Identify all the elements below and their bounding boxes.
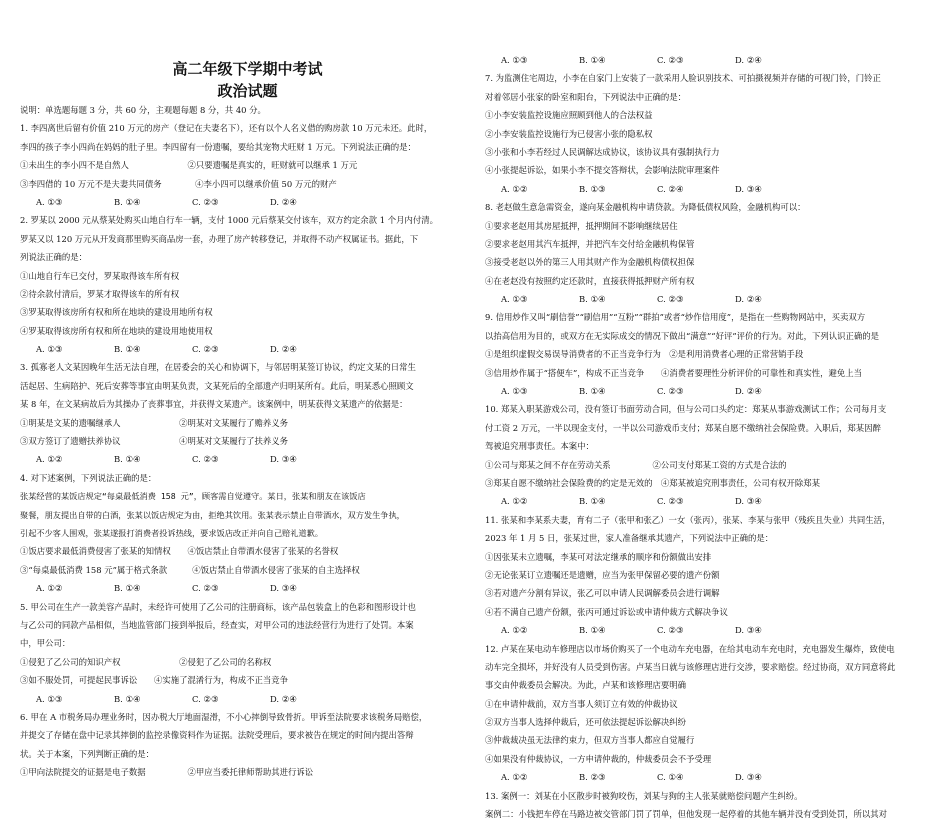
answer-choice: C. ②③ — [657, 496, 684, 507]
answer-choices — [20, 193, 475, 211]
answer-choices — [20, 690, 475, 708]
answer-choice: D. ③④ — [270, 454, 297, 465]
question-line: ③信用炒作属于“搭便车”，构成不正当竞争 ④消费者要理性分析评价的可靠性和真实性，避免上当 — [485, 367, 863, 378]
answer-choice: C. ②③ — [192, 693, 219, 704]
question-line: ④罗某取得该房所有权和所在地块的建设用地使用权 — [20, 325, 213, 336]
question-line: 动车完全损坏，并好没有人员受到伤害。卢某当日就与该修理店进行交涉，要求赔偿。经过协商，双方同意将此 — [485, 661, 896, 672]
question-line: ①是组织虚假交易误导消费者的不正当竞争行为 ②是利用消费者心理的正常营销手段 — [485, 349, 804, 360]
answer-choices — [485, 382, 937, 400]
question-line: 3. 孤寡老人文某因晚年生活无法自理，在居委会的关心和协调下，与邻居明某签订协议，约定文某的日常生 — [20, 362, 416, 373]
question-line: ②要求老赵用其汽车抵押，并把汽车交付给金融机构保管 — [485, 238, 695, 249]
question-line: ①公司与郑某之间不存在劳动关系 ②公司支付郑某工资的方式是合法的 — [485, 459, 787, 470]
question-line: 付工资 2 万元，一半以现金支付，一半以公司游戏币支付；郑某自愿不缴纳社会保险费。入职后，郑某因醉 — [485, 422, 881, 433]
case-material-line: 引起不少客人围观，张某遂报打消费者投诉热线，要求饭店改正并向自己赔礼道歉。 — [20, 527, 323, 538]
answer-choices — [20, 340, 475, 358]
question-line: 对着邻居小张家的卧室和阳台，下列说法中正确的是： — [485, 91, 686, 102]
answer-choice: D. ③④ — [735, 625, 762, 636]
question-line: ③仲裁裁决虽无法律约束力，但双方当事人都应自觉履行 — [485, 735, 695, 746]
question-line: 9. 信用炒作又叫“刷信誉”“刷信用”“互粉”“群拍”或者“炒作信用度”，是指在一些购物网站中，买卖双方 — [485, 312, 866, 323]
answer-choices — [485, 290, 937, 308]
question-line: ②无论张某订立遗嘱还是遗赠，应当为张甲保留必要的遗产份额 — [485, 569, 720, 580]
question-line: ④若不满自己遗产份额，张丙可通过诉讼或申请仲裁方式解决争议 — [485, 606, 728, 617]
question-line: 事交由仲裁委员会解决。为此，卢某和该修理店要明确 — [485, 680, 686, 691]
answer-choice: B. ①④ — [579, 386, 606, 397]
answer-choice: A. ①② — [501, 183, 528, 194]
answer-choice: D. ②④ — [735, 386, 762, 397]
question-line: ③罗某取得该房所有权和所在地块的建设用地所有权 — [20, 307, 213, 318]
answer-choice: D. ③④ — [735, 496, 762, 507]
answer-choice: C. ②③ — [192, 583, 219, 594]
answer-choice: B. ②③ — [579, 772, 606, 783]
answer-choice: A. ①③ — [36, 693, 63, 704]
answer-choices — [485, 180, 937, 198]
question-line: ②待余款付清后，罗某才取得该车的所有权 — [20, 288, 180, 299]
answer-choices — [485, 621, 937, 639]
right-question-text — [485, 51, 937, 823]
answer-choice: C. ②③ — [192, 196, 219, 207]
question-line: 李四的孩子李小四尚在妈妈的肚子里。李四留有一份遗嘱，要给其宠物犬旺财 1 万元。下列说法正确的是： — [20, 141, 416, 152]
question-line: ①甲向法院提交的证据是电子数据 ②甲应当委托律师帮助其进行诉讼 — [20, 767, 314, 778]
question-line: 4. 对下述案例，下列说法正确的是： — [20, 472, 157, 483]
answer-choice: A. ①③ — [501, 294, 528, 305]
question-line: ③双方签订了遗赠扶养协议 ④明某对文某履行了扶养义务 — [20, 436, 288, 447]
question-line: ②小李安装监控设施行为已侵害小张的隐私权 — [485, 128, 653, 139]
question-line: ①要求老赵用其房屋抵押，抵押期间不影响继续居住 — [485, 220, 678, 231]
case-material-line: 聚餐，朋友提出自带的白酒，张某以饭店规定为由，拒绝其饮用。张某表示禁止自带酒水，双方发生争执， — [20, 509, 405, 520]
answer-choices — [20, 579, 475, 597]
answer-choice: A. ①③ — [36, 196, 63, 207]
answer-choice: C. ①④ — [657, 772, 684, 783]
question-line: 列说法正确的是： — [20, 252, 87, 263]
question-line: ④如果没有仲裁协议，一方申请仲裁的，仲裁委员会不予受理 — [485, 753, 712, 764]
answer-choices — [20, 450, 475, 468]
question-line: ①饭店要求最低消费侵害了张某的知情权 ④饭店禁止自带酒水侵害了张某的名誉权 — [20, 546, 339, 557]
exam-subtitle: 政治试题 — [217, 82, 278, 100]
answer-choice: B. ①④ — [579, 294, 606, 305]
question-line: 2. 罗某以 2000 元从蔡某处购买山地自行车一辆，支付 1000 元后蔡某交付该车，双方约定余款 1 个月内付清。 — [20, 215, 438, 226]
question-line: ④小张提起诉讼，如果小李不提交答辩状，会影响法院审理案件 — [485, 165, 720, 176]
answer-choice: B. ①④ — [579, 496, 606, 507]
case-material-line: 张某经营的某饭店规定“每桌最低消费 158 元”，顾客需自觉遵守。某日，张某和朋友在该饭店 — [20, 491, 366, 502]
question-line: 案例二：小钱把车停在马路边被交管部门罚了罚单，但他发现一起停着的其他车辆并没有受到处罚，所以其对 — [485, 809, 887, 820]
answer-choices — [485, 768, 937, 786]
question-line: 2023 年 1 月 5 日，张某过世，家人准备继承其遗产，下列说法中正确的是： — [485, 533, 774, 544]
question-line: 以抬高信用为目的，或双方在无实际成交的情况下做出“满意”“好评”评价的行为。对此，下列认识正确的是 — [485, 330, 879, 341]
answer-choice: C. ②③ — [192, 454, 219, 465]
answer-choice: D. ③④ — [270, 583, 297, 594]
question-line: ③郑某自愿不缴纳社会保险费的约定是无效的 ④郑某被追究刑事责任，公司有权开除郑某 — [485, 477, 820, 488]
answer-choice: D. ②④ — [735, 55, 762, 65]
question-line: ①未出生的李小四不是自然人 ②只要遗嘱是真实的，旺财就可以继承 1 万元 — [20, 160, 358, 171]
answer-choice: C. ②③ — [657, 294, 684, 305]
question-line: ③李四借的 10 万元不是夫妻共同债务 ④李小四可以继承价值 50 万元的财产 — [20, 178, 337, 189]
question-line: 某 8 年，在文某病故后为其操办了丧葬事宜，并获得文某遗产。该案例中，明某获得文某遗产的依据是： — [20, 399, 408, 410]
question-line: ①明某是文某的遗嘱继承人 ②明某对文某履行了赡养义务 — [20, 417, 288, 428]
answer-choice: A. ①③ — [36, 344, 63, 355]
exam-title: 高二年级下学期中考试 — [172, 60, 323, 78]
answer-choices — [485, 51, 937, 69]
left-question-text — [20, 101, 475, 781]
question-line: ①在申请仲裁前，双方当事人须订立有效的仲裁协议 — [485, 698, 678, 709]
answer-choice: A. ①② — [501, 496, 528, 507]
question-line: ③若对遗产分割有异议，张乙可以申请人民调解委员会进行调解 — [485, 588, 720, 599]
question-line: ①山地自行车已交付，罗某取得该车所有权 — [20, 270, 180, 281]
answer-choice: B. ①④ — [114, 344, 141, 355]
answer-choice: A. ①③ — [501, 386, 528, 397]
question-line: 10. 郑某入职某游戏公司，没有签订书面劳动合同，但与公司口头约定：郑某从事游戏测试工作；公司每月支 — [485, 404, 887, 415]
question-line: 与乙公司的同款产品相似，当地监管部门接到举报后，经查实，对甲公司的违法经营行为进行了处罚。本案 — [20, 619, 414, 630]
question-line: 罗某又以 120 万元从开发商那里购买商品房一套，办理了房产转移登记，并取得不动产权属证书。据此，下 — [20, 233, 419, 244]
answer-choice: A. ①② — [501, 625, 528, 636]
answer-choice: C. ②③ — [657, 386, 684, 397]
question-line: 1. 李四离世后留有价值 210 万元的房产（登记在夫妻名下），还有以个人名义借的购房款 10 万元未还。此时， — [20, 123, 433, 134]
question-line: 12. 卢某在某电动车修理店以市场价购买了一个电动车充电器，在给其电动车充电时，充电器发生爆炸，致使电 — [485, 643, 895, 654]
answer-choice: A. ①② — [36, 583, 63, 594]
question-line: ①侵犯了乙公司的知识产权 ②侵犯了乙公司的名称权 — [20, 656, 272, 667]
question-line: 并提交了存储在盘中记录其摔倒的监控录像资料作为证据。法院受理后，要求被告在规定的时间内提出答辩 — [20, 730, 414, 741]
question-line: ③小张和小李若经过人民调解达成协议，该协议具有强制执行力 — [485, 146, 720, 157]
answer-choice: B. ①④ — [579, 625, 606, 636]
answer-choice: D. ②④ — [270, 693, 297, 704]
answer-choice: C. ②④ — [657, 183, 684, 194]
question-line: ①因张某未立遗嘱，李某可对法定继承的顺序和份额做出安排 — [485, 551, 712, 562]
answer-choice: A. ①② — [36, 454, 63, 465]
question-line: 驾被追究刑事责任。本案中： — [485, 441, 594, 452]
question-line: ③如不服处罚，可提起民事诉讼 ④实施了混淆行为，构成不正当竞争 — [20, 675, 288, 686]
question-line: 7. 为监测住宅周边，小李在自家门上安装了一款采用人脸识别技术、可拍摄视频并存储的可视门铃，门铃正 — [485, 73, 881, 84]
question-line: 5. 甲公司在生产一款美容产品时，未经许可使用了乙公司的注册商标，该产品包装盒上的色彩和图形设计也 — [20, 601, 416, 612]
answer-choice: C. ②③ — [657, 625, 684, 636]
answer-choice: D. ②④ — [270, 196, 297, 207]
answer-choice: B. ①④ — [579, 55, 606, 65]
question-line: 6. 甲在 A 市税务局办理业务时，因办税大厅地面湿滑，不小心摔倒导致骨折。甲诉至法院要求该税务局赔偿， — [20, 711, 428, 722]
answer-choice: D. ②④ — [270, 344, 297, 355]
answer-choice: B. ①④ — [114, 693, 141, 704]
question-line: 8. 老赵做生意急需资金，遂向某金融机构申请贷款。为降低债权风险，金融机构可以： — [485, 202, 806, 213]
answer-choice: D. ③④ — [735, 183, 762, 194]
answer-choices — [485, 492, 937, 510]
answer-choice: C. ②③ — [192, 344, 219, 355]
question-line: 中，甲公司： — [20, 638, 71, 649]
answer-choice: A. ①③ — [501, 55, 528, 65]
answer-choice: B. ①④ — [114, 454, 141, 465]
answer-choice: C. ②③ — [657, 55, 684, 65]
answer-choice: B. ①③ — [579, 183, 606, 194]
question-line: 状。关于本案，下列判断正确的是： — [20, 748, 154, 759]
answer-choice: D. ②④ — [735, 294, 762, 305]
answer-choice: A. ①② — [501, 772, 528, 783]
question-line: ④在老赵没有按照约定还款时，直接获得抵押财产所有权 — [485, 275, 695, 286]
question-line: 13. 案例一：刘某在小区散步时被狗咬伤，刘某与狗的主人张某就赔偿问题产生纠纷。 — [485, 790, 803, 801]
question-line: ①小李安装监控设施应照顾到他人的合法权益 — [485, 110, 653, 121]
question-line: 11. 张某和李某系夫妻，育有二子（张甲和张乙）一女（张丙），张某、李某与张甲（残疾且失业）共同生活， — [485, 514, 891, 525]
question-line: ③接受老赵以外的第三人用其财产作为金融机构债权担保 — [485, 257, 695, 268]
question-line: ②双方当事人选择仲裁后，还可依法提起诉讼解决纠纷 — [485, 717, 686, 728]
answer-choice: B. ①④ — [114, 196, 141, 207]
question-line: ③“每桌最低消费 158 元”属于格式条款 ④饭店禁止自带酒水侵害了张某的自主选择权 — [20, 564, 360, 575]
answer-choice: D. ③④ — [735, 772, 762, 783]
question-line: 活起居、生病陪护、死后安葬等事宜由明某负责，文某死后的全部遗产归明某所有。此后，明某悉心照顾文 — [20, 380, 414, 391]
question-line: 说明：单选题每题 3 分，共 60 分，主观题每题 8 分，共 40 分。 — [20, 105, 266, 115]
answer-choice: B. ①④ — [114, 583, 141, 594]
